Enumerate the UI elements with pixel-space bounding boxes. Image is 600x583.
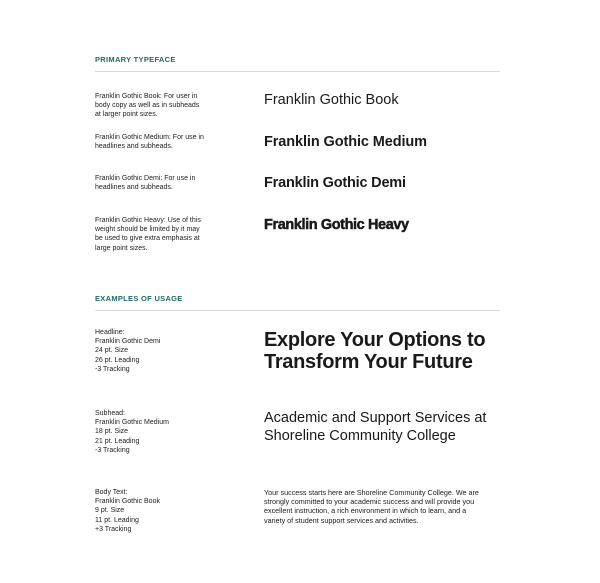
spec-line: Franklin Gothic Demi <box>95 338 161 346</box>
body-line: excellent instruction, a rich environment in which to learn, and a <box>264 506 467 516</box>
spec-line: 11 pt. Leading <box>95 516 139 524</box>
book-description <box>95 92 220 120</box>
examples-heading: EXAMPLES OF USAGE <box>95 294 183 303</box>
spec-line: -3 Tracking <box>95 365 130 373</box>
spec-line: 18 pt. Size <box>95 428 129 436</box>
subhead-line: Shoreline Community College <box>264 427 456 444</box>
medium-sample: Franklin Gothic Medium <box>264 134 427 150</box>
spec-line: 26 pt. Leading <box>95 356 140 364</box>
demi-sample: Franklin Gothic Demi <box>264 175 406 191</box>
subhead-example <box>264 410 486 445</box>
description-line: Franklin Gothic Book: For user in <box>95 93 198 100</box>
description-line: at larger point sizes. <box>95 111 158 119</box>
section-divider <box>95 310 500 311</box>
spec-line: Headline: <box>95 329 125 336</box>
subhead-line: Academic and Support Services at <box>264 410 487 426</box>
description-line: headlines and subheads. <box>95 184 173 192</box>
primary-typeface-heading: PRIMARY TYPEFACE <box>95 55 176 64</box>
description-line: body copy as well as in subheads <box>95 102 200 110</box>
description-line: headlines and subheads. <box>95 143 173 151</box>
spec-line: 21 pt. Leading <box>95 437 140 445</box>
spec-line: 9 pt. Size <box>95 507 125 515</box>
subhead-spec <box>95 409 220 455</box>
description-line: large point sizes. <box>95 244 148 252</box>
section-divider <box>95 71 500 72</box>
description-line: weight should be limited by it may <box>95 226 200 234</box>
body-spec <box>95 488 220 534</box>
spec-line: 24 pt. Size <box>95 347 129 355</box>
spec-line: Franklin Gothic Medium <box>95 419 169 427</box>
heavy-description <box>95 216 220 253</box>
headline-line: Transform Your Future <box>264 351 473 373</box>
spec-line: +3 Tracking <box>95 525 132 533</box>
book-sample: Franklin Gothic Book <box>264 92 399 108</box>
headline-line: Explore Your Options to <box>264 329 486 351</box>
headline-example <box>264 329 485 373</box>
body-line: Your success starts here are Shoreline Community College. We are <box>264 488 479 497</box>
description-line: be used to give extra emphasis at <box>95 235 200 243</box>
body-text-example <box>264 488 479 525</box>
spec-line: Body Text: <box>95 489 128 496</box>
heavy-sample: Franklin Gothic Heavy <box>264 217 409 233</box>
medium-description <box>95 133 220 151</box>
body-line: strongly committed to your academic success and will provide you <box>264 497 475 507</box>
description-line: Franklin Gothic Heavy: Use of this <box>95 217 201 224</box>
spec-line: Subhead: <box>95 410 125 417</box>
description-line: Franklin Gothic Demi: For use in <box>95 175 196 182</box>
demi-description <box>95 174 220 192</box>
body-line: variety of student support services and activities. <box>264 515 419 525</box>
headline-spec <box>95 328 220 374</box>
description-line: Franklin Gothic Medium: For use in <box>95 134 204 141</box>
spec-line: -3 Tracking <box>95 446 130 454</box>
spec-line: Franklin Gothic Book <box>95 498 160 506</box>
